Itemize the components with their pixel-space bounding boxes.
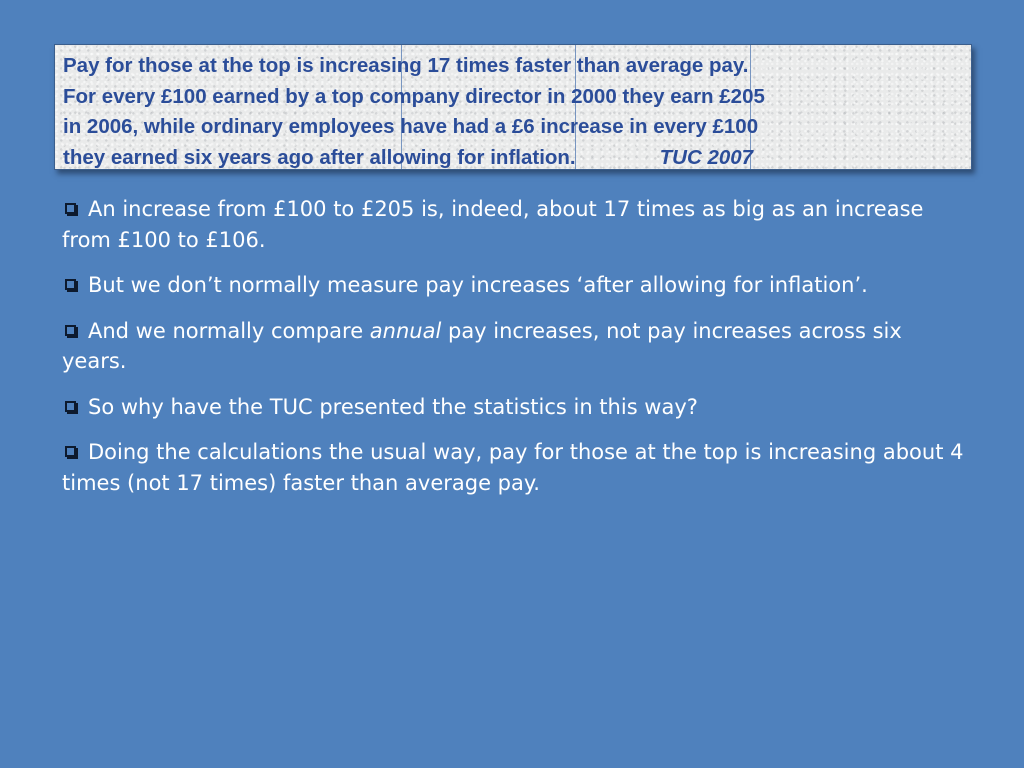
bullet-text: So why have the TUC presented the statistics in this way? (88, 394, 698, 419)
bullet-emphasis: annual (369, 318, 442, 343)
bullet-text-after: pay increases, not pay increases across six years. (62, 318, 902, 373)
bullet-item (62, 316, 972, 377)
quote-source: TUC 2007 (659, 145, 754, 169)
bullet-list (62, 194, 972, 513)
bullet-text: An increase from £100 to £205 is, indeed, about 17 times as big as an increase from £100 to £106. (62, 197, 924, 252)
quote-line: they earned six years ago after allowing for inflation. (63, 145, 576, 169)
hollow-square-bullet-icon (65, 325, 76, 336)
quote-line: For every £100 earned by a top company director in 2000 they earn £205 (63, 84, 765, 108)
quote-line: in 2006, while ordinary employees have had a £6 increase in every £100 (63, 115, 759, 138)
bullet-item (62, 270, 972, 301)
hollow-square-bullet-icon (65, 446, 76, 457)
bullet-item (62, 194, 972, 255)
quote-text (63, 51, 963, 173)
quote-line: Pay for those at the top is increasing 17 times faster than average pay. (63, 54, 749, 77)
bullet-text-before: And we normally compare (88, 318, 370, 343)
bullet-text: But we don’t normally measure pay increases ‘after allowing for inflation’. (88, 273, 868, 297)
hollow-square-bullet-icon (65, 203, 76, 214)
bullet-text: Doing the calculations the usual way, pay for those at the top is increasing about 4 times (not 17 times) faster than average pay. (62, 440, 964, 495)
quote-line-with-source (63, 143, 963, 174)
hollow-square-bullet-icon (65, 279, 76, 290)
quote-box (54, 44, 972, 170)
bullet-item (62, 392, 972, 423)
bullet-item (62, 437, 972, 498)
hollow-square-bullet-icon (65, 401, 76, 412)
